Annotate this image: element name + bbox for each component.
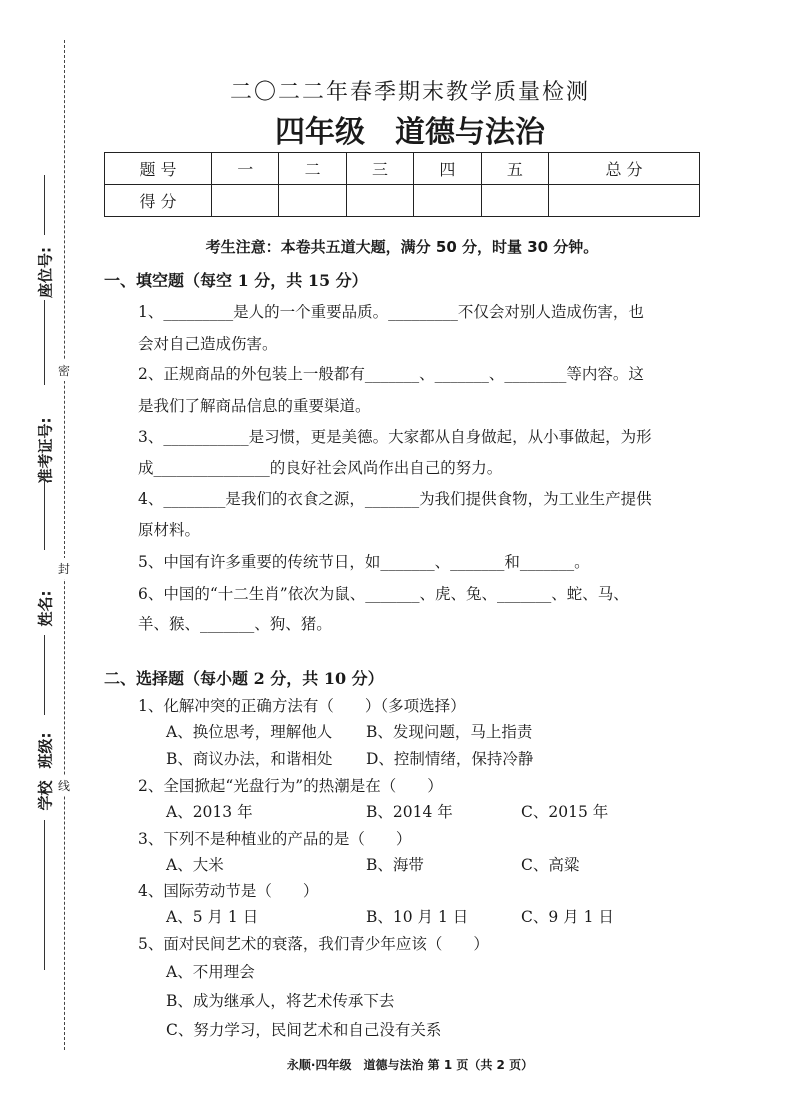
option-a: A、换位思考，理解他人 — [166, 723, 333, 741]
score-cell: 一 — [212, 153, 279, 185]
fill-line: 羊、猴、_______、狗、猪。 — [138, 615, 332, 633]
score-cell: 五 — [481, 153, 548, 185]
school-label: 学校 — [36, 780, 55, 811]
fill-line: 4、________是我们的衣食之源，_______为我们提供食物，为工业生产提供 — [138, 490, 652, 508]
name-label: 姓名: — [36, 590, 55, 627]
fill-line: 成_______________的良好社会风尚作出自己的努力。 — [138, 459, 503, 477]
name-underline — [44, 635, 45, 715]
seal-char-xian: 线 — [58, 775, 70, 796]
fill-line: 1、_________是人的一个重要品质。_________不仅会对别人造成伤害，也 — [138, 303, 644, 321]
fill-line: 6、中国的“十二生肖”依次为鼠、_______、虎、兔、_______、蛇、马、 — [138, 585, 629, 603]
option-a: A、大米 — [166, 856, 224, 874]
option-b: B、成为继承人，将艺术传承下去 — [166, 992, 395, 1010]
score-cell: 总 分 — [549, 153, 700, 185]
seal-char-mi: 密 — [58, 360, 70, 381]
score-table — [104, 152, 700, 217]
option-c: C、高粱 — [521, 856, 580, 874]
score-table-score-row — [105, 185, 700, 217]
score-cell: 得 分 — [105, 185, 212, 217]
exam-no-label: 准考证号: — [36, 417, 55, 484]
section2-heading: 二、选择题（每小题 2 分，共 10 分） — [104, 669, 384, 688]
exam-notice: 考生注意：本卷共五道大题，满分 50 分，时量 30 分钟。 — [205, 238, 599, 256]
score-input-cell[interactable] — [481, 185, 548, 217]
exam-no-underline-b — [44, 480, 45, 550]
question-stem: 1、化解冲突的正确方法有（ ）（多项选择） — [138, 697, 466, 715]
score-input-cell[interactable] — [414, 185, 481, 217]
seal-dashed-line — [64, 40, 65, 1050]
exam-title: 二〇二二年春季期末教学质量检测 — [229, 80, 590, 105]
score-cell: 二 — [279, 153, 346, 185]
fill-line: 5、中国有许多重要的传统节日，如_______、_______和_______。 — [138, 553, 590, 571]
score-input-cell[interactable] — [549, 185, 700, 217]
option-d: D、控制情绪，保持冷静 — [366, 750, 534, 768]
question-stem: 2、全国掀起“光盘行为”的热潮是在（ ） — [138, 777, 443, 795]
seat-label: 座位号: — [36, 247, 55, 298]
option-c: C、努力学习，民间艺术和自己没有关系 — [166, 1021, 442, 1039]
score-table-header-row — [105, 153, 700, 185]
seal-char-feng: 封 — [58, 558, 70, 579]
question-stem: 5、面对民间艺术的衰落，我们青少年应该（ ） — [138, 935, 489, 953]
score-cell: 题 号 — [105, 153, 212, 185]
fill-line: 原材料。 — [138, 521, 201, 539]
option-a: A、不用理会 — [166, 963, 255, 981]
score-input-cell[interactable] — [279, 185, 346, 217]
exam-subject: 四年级 道德与法治 — [275, 115, 545, 150]
binding-margin — [0, 0, 110, 1094]
page-footer: 永顺·四年级 道德与法治 第 1 页（共 2 页） — [286, 1058, 534, 1072]
score-input-cell[interactable] — [212, 185, 279, 217]
fill-line: 会对自己造成伤害。 — [138, 335, 278, 353]
score-input-cell[interactable] — [346, 185, 413, 217]
option-a: A、5 月 1 日 — [166, 908, 259, 926]
option-b: B、发现问题，马上指责 — [366, 723, 533, 741]
class-label: 班级: — [36, 732, 55, 769]
option-b: B、2014 年 — [366, 803, 453, 821]
school-underline — [44, 820, 45, 970]
score-cell: 四 — [414, 153, 481, 185]
fill-line: 是我们了解商品信息的重要渠道。 — [138, 397, 371, 415]
option-c: C、2015 年 — [521, 803, 609, 821]
question-stem: 4、国际劳动节是（ ） — [138, 882, 319, 900]
option-c: B、商议办法，和谐相处 — [166, 750, 333, 768]
seat-underline — [44, 175, 45, 235]
score-cell: 三 — [346, 153, 413, 185]
question-stem: 3、下列不是种植业的产品的是（ ） — [138, 830, 412, 848]
fill-line: 3、___________是习惯，更是美德。大家都从自身做起，从小事做起，为形 — [138, 428, 652, 446]
option-b: B、10 月 1 日 — [366, 908, 469, 926]
fill-line: 2、正规商品的外包装上一般都有_______、_______、________等内容。这 — [138, 365, 644, 383]
exam-no-underline-a — [44, 300, 45, 385]
option-b: B、海带 — [366, 856, 424, 874]
option-a: A、2013 年 — [166, 803, 253, 821]
option-c: C、9 月 1 日 — [521, 908, 614, 926]
section1-heading: 一、填空题（每空 1 分，共 15 分） — [104, 271, 368, 290]
